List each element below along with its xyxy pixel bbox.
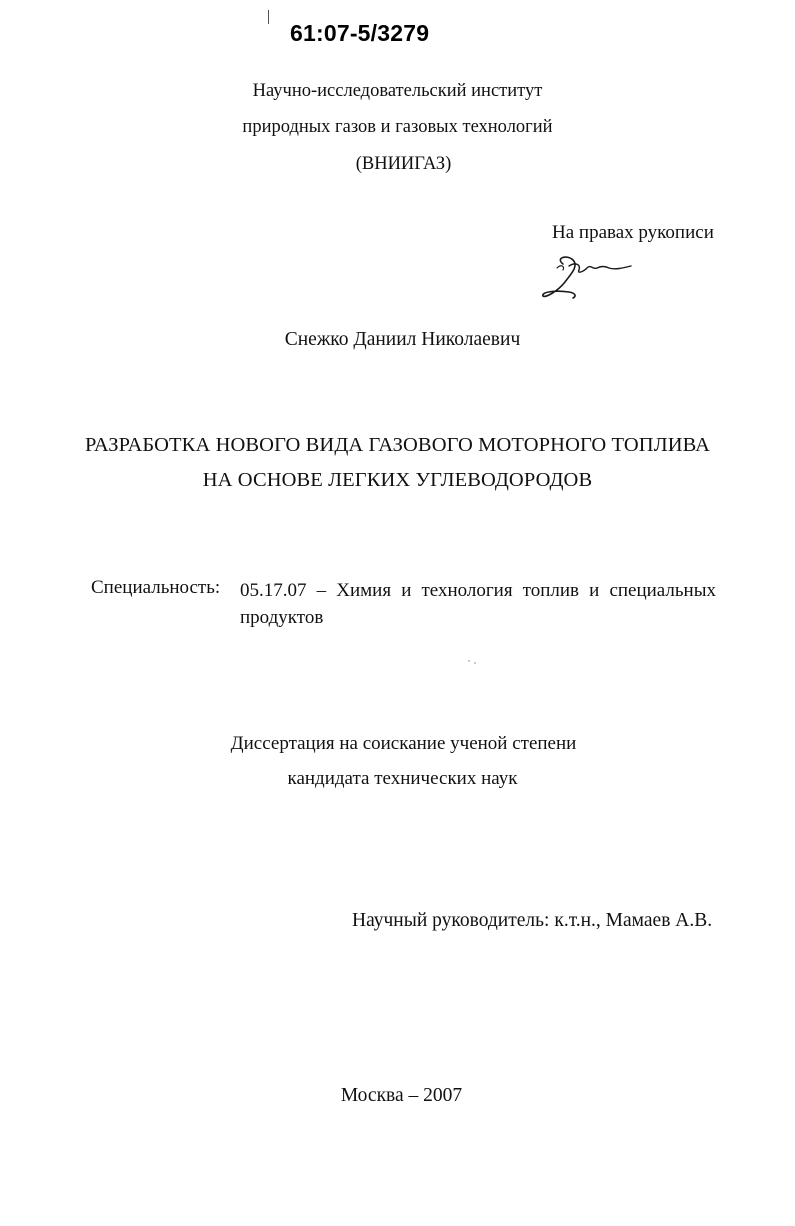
institute-abbreviation: (ВНИИГАЗ) (355, 154, 452, 174)
scan-artifact-mark (268, 10, 269, 24)
specialty-label: Специальность: (91, 577, 221, 598)
city-and-year: Москва – 2007 (340, 1085, 463, 1106)
specialty-description: 05.17.07 – Химия и технология топлив и специальных продуктов (240, 580, 716, 628)
registration-code: 61:07-5/3279 (290, 20, 430, 46)
author-name: Снежко Даниил Николаевич (284, 329, 521, 350)
author-signature (535, 252, 635, 307)
dissertation-title-line1: РАЗРАБОТКА НОВОГО ВИДА ГАЗОВОГО МОТОРНОГО ТОПЛИВА (85, 434, 710, 456)
dissertation-title-line2: НА ОСНОВЕ ЛЕГКИХ УГЛЕВОДОРОДОВ (202, 469, 593, 491)
scan-speck (474, 662, 476, 664)
institute-name-line2: природных газов и газовых технологий (242, 117, 553, 137)
dissertation-degree-line2: кандидата технических наук (287, 768, 518, 789)
manuscript-rights-note: На правах рукописи (552, 222, 714, 243)
dissertation-degree-line1: Диссертация на соискание ученой степени (230, 733, 577, 754)
scan-speck (468, 660, 470, 662)
institute-name-line1: Научно-исследовательский институт (252, 81, 543, 101)
scientific-supervisor: Научный руководитель: к.т.н., Мамаев А.В. (352, 910, 713, 931)
